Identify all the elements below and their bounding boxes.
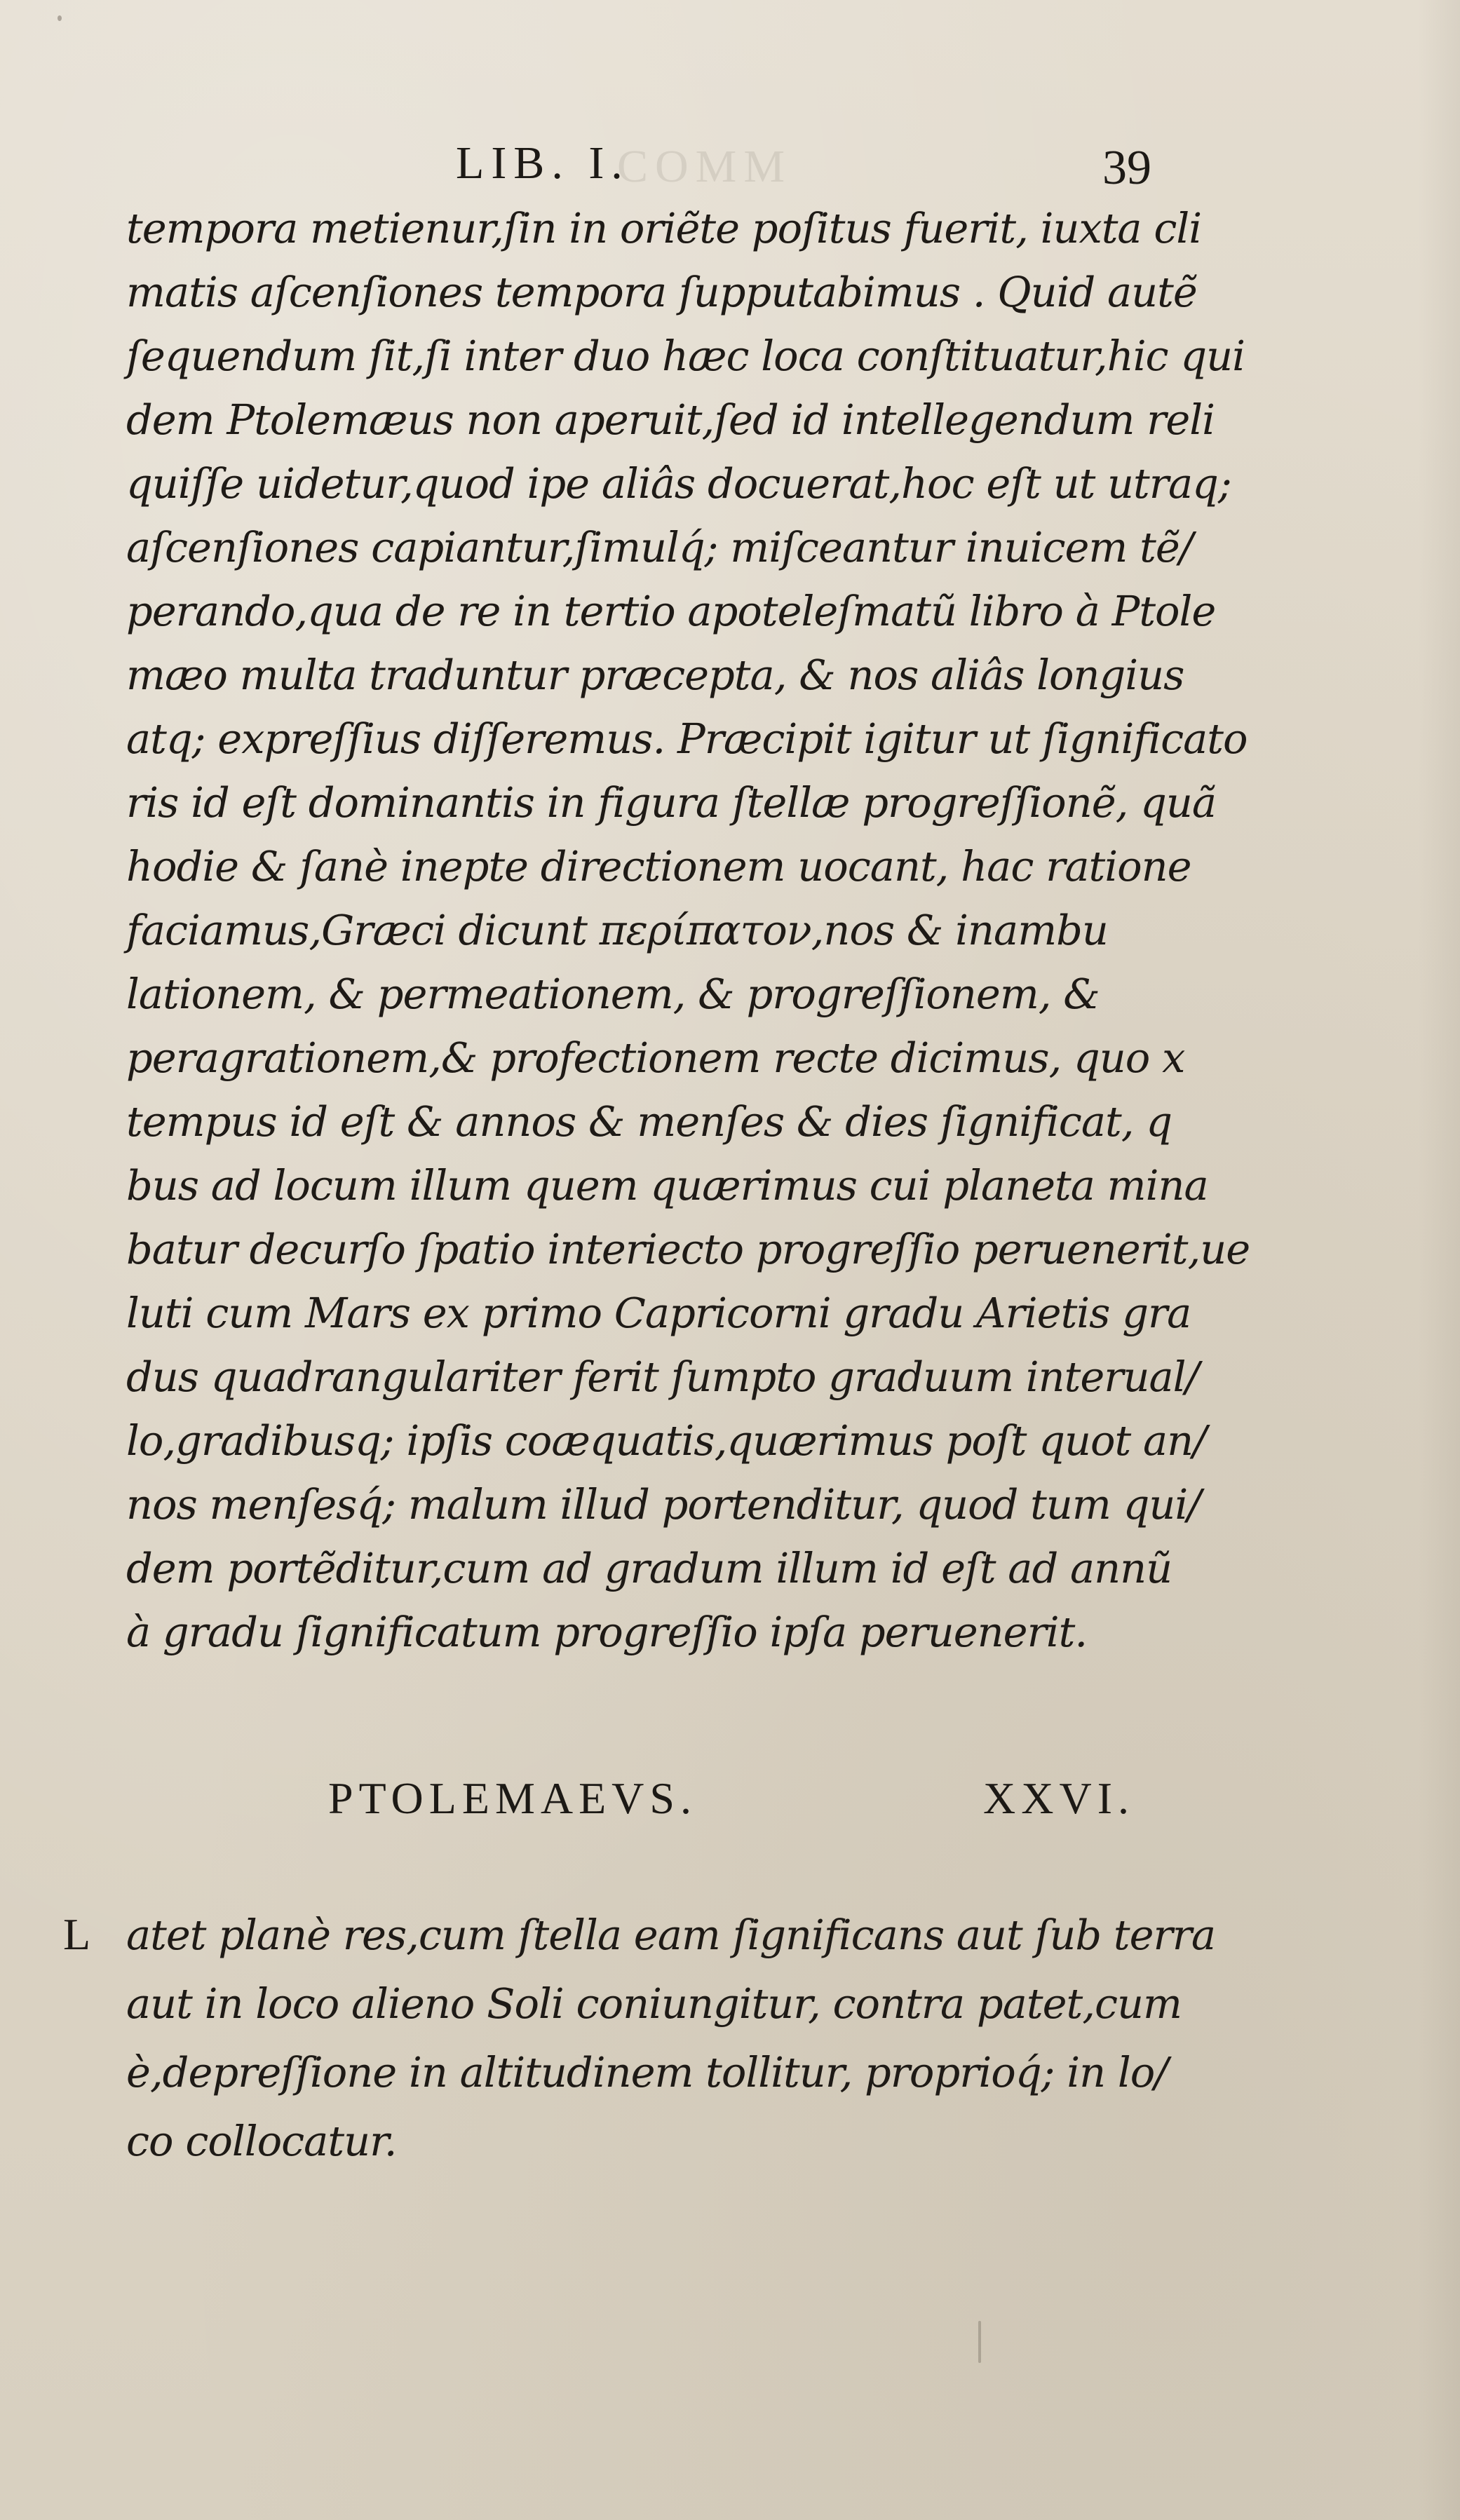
text-line: ſequendum ſit,ſi inter duo hæc loca conſtituatur,hic qui [126,332,1245,380]
bleed-through-text: COMM [617,141,792,192]
text-line: tempus id eſt & annos & menſes & dies ſignificat, q [126,1097,1172,1146]
text-line: perando,qua de re in tertio apoteleſmatũ libro à Ptole [126,587,1216,635]
text-line: hodie & ſanè inepte directionem uocant, hac ratione [126,842,1191,890]
text-line: ris id eſt dominantis in figura ſtellæ progreſſionẽ, quã [126,778,1217,827]
text-line: peragrationem,& profectionem recte dicimus, quo x [126,1034,1185,1082]
text-line: è,depreſſione in altitudinem tollitur, proprioq́; in lo/ [126,2048,1168,2096]
text-line: batur decurſo ſpatio interiecto progreſſio peruenerit,ue [126,1225,1250,1273]
text-line: luti cum Mars ex primo Capricorni gradu Arietis gra [126,1289,1191,1337]
text-line: aut in loco alieno Soli coniungitur, contra patet,cum [126,1979,1182,2028]
text-line: dem portẽditur,cum ad gradum illum id eſt ad annũ [126,1544,1172,1592]
text-line: à gradu ſignificatum progreſſio ipſa peruenerit. [126,1608,1088,1656]
main-text-block [126,196,1248,1664]
section-first-line [63,1900,1255,1970]
section-heading-name: PTOLEMAEVS. [328,1773,697,1823]
text-line: dus quadrangulariter ferit ſumpto graduum interual/ [126,1353,1199,1401]
paper-speck [978,2321,981,2363]
text-line: aſcenſiones capiantur,ſimulq́; miſceantur inuicem tẽ/ [126,523,1193,571]
section-text-block [63,1900,1255,2176]
text-line: tempora metienur,ſin in oriẽte poſitus fuerit, iuxta cli [126,204,1202,252]
text-line: atet planè res,cum ſtella eam ſignificans aut ſub terra [126,1911,1216,1959]
text-line: co collocatur. [126,2117,397,2165]
text-line: lo,gradibusq; ipſis coæquatis,quærimus poſt quot an/ [126,1416,1206,1465]
text-line: lationem, & permeationem, & progreſſionem, & [126,970,1100,1018]
initial-letter: L [63,1909,90,1959]
text-line: bus ad locum illum quem quærimus cui planeta mina [126,1161,1208,1210]
text-line: nos menſesq́; malum illud portenditur, quod tum qui/ [126,1480,1201,1529]
page-number: 39 [1102,141,1151,195]
text-line: atq; expreſſius diſſeremus. Præcipit igitur ut ſignificato [126,714,1248,763]
section-heading [328,1773,1135,1824]
running-head: LIB. I. [456,137,630,189]
text-line: quiſſe uidetur,quod ipe aliâs docuerat,hoc eſt ut utraq; [126,459,1231,508]
section-heading-number: XXVI. [983,1773,1135,1823]
paper-speck [58,15,62,21]
text-line: dem Ptolemæus non aperuit,ſed id intellegendum reli [126,395,1215,444]
text-line: faciamus,Græci dicunt περίπατον,nos & inambu [126,906,1108,954]
text-line: matis aſcenſiones tempora ſupputabimus . Quid autẽ [126,268,1197,316]
text-line: mæo multa traduntur præcepta, & nos aliâs longius [126,651,1184,699]
